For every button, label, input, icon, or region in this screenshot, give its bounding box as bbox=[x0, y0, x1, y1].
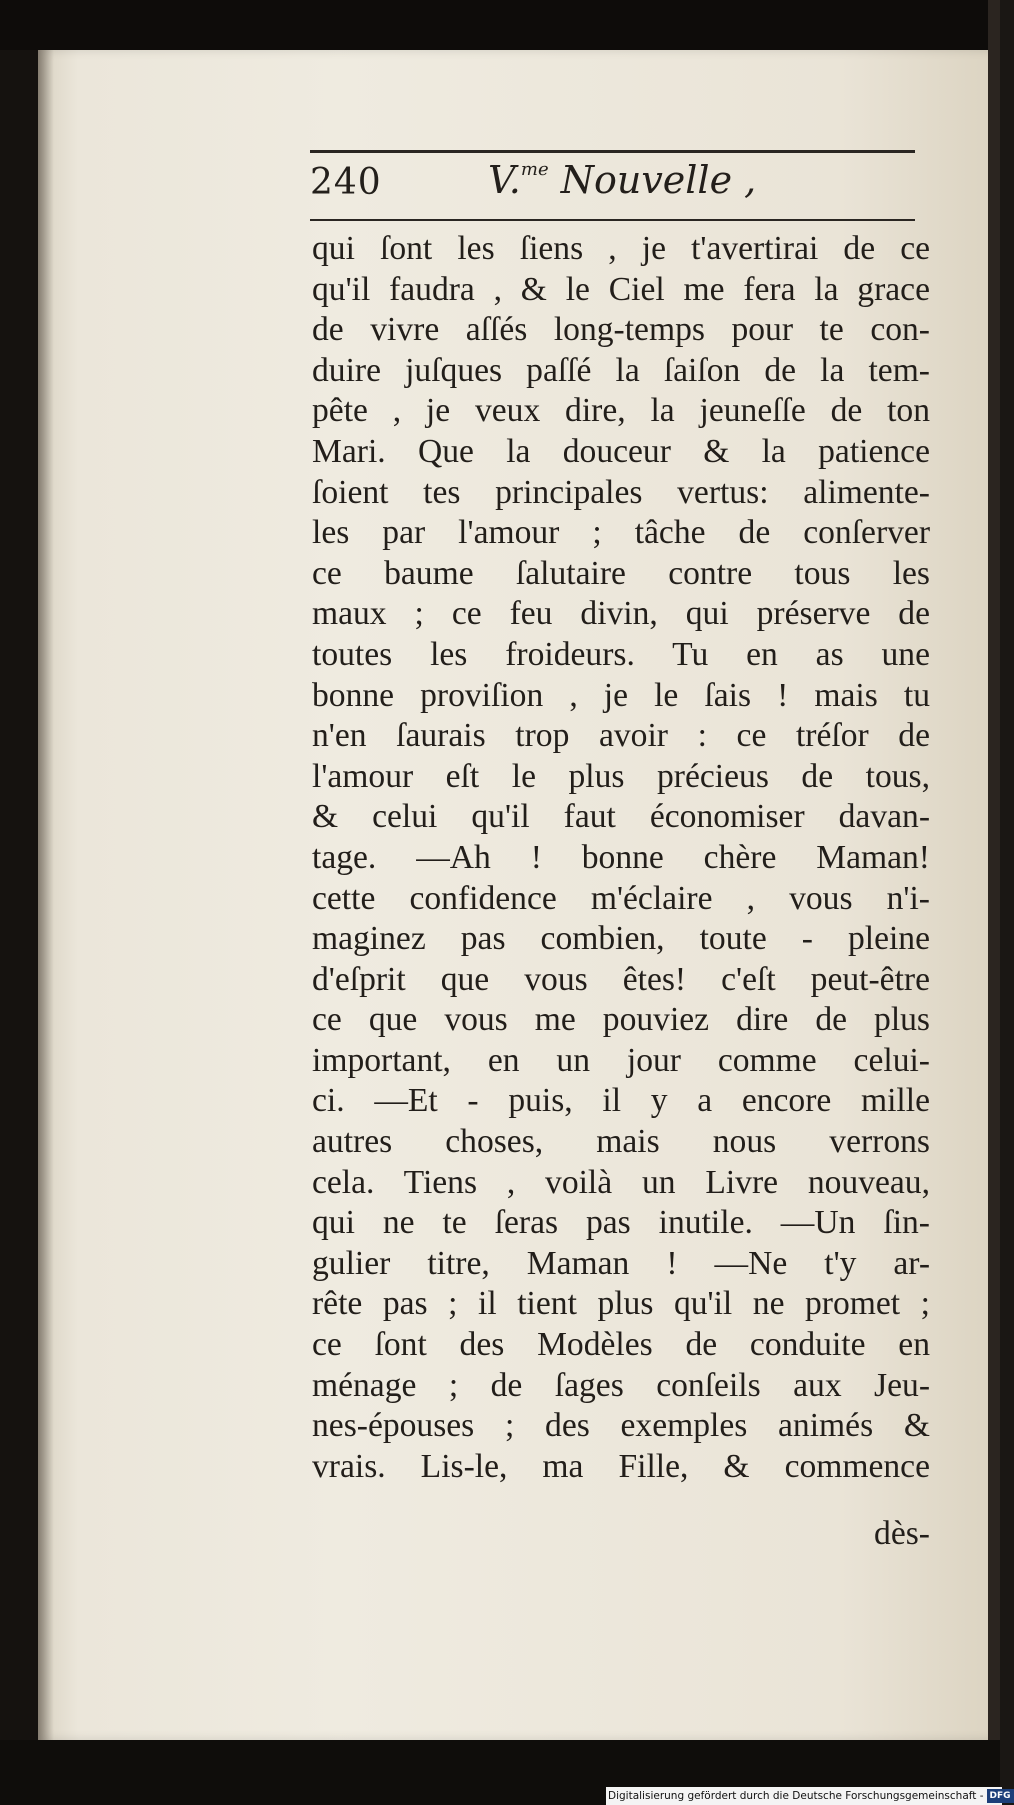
text-line: gulier titre, Maman ! —Ne t'y ar- bbox=[312, 1244, 930, 1282]
running-head-superscript: me bbox=[520, 159, 549, 180]
text-line: n'en ſaurais trop avoir : ce tréſor de bbox=[312, 717, 930, 755]
text-line: qui ne te ſeras pas inutile. —Un ſin- bbox=[312, 1204, 930, 1242]
text-line: rête pas ; il tient plus qu'il ne promet ; bbox=[312, 1285, 930, 1323]
text-line: qui ſont les ſiens , je t'avertirai de ce bbox=[312, 230, 930, 267]
credit-text: Digitalisierung gefördert durch die Deutsche Forschungsgemeinschaft - bbox=[608, 1790, 984, 1802]
text-line: important, en un jour comme celui- bbox=[312, 1041, 930, 1079]
text-line: cette confidence m'éclaire , vous n'i- bbox=[312, 879, 930, 917]
catchword: dès- bbox=[874, 1515, 930, 1552]
text-line: tage. —Ah ! bonne chère Maman! bbox=[312, 838, 930, 876]
text-line: bonne proviſion , je le ſais ! mais tu bbox=[312, 676, 930, 714]
page-number: 240 bbox=[310, 162, 382, 203]
text-line: d'eſprit que vous êtes! c'eſt peut-être bbox=[312, 960, 930, 998]
scan-right-border bbox=[988, 0, 1000, 1805]
text-line: nes-épouses ; des exemples animés & bbox=[312, 1407, 930, 1445]
page-header bbox=[310, 158, 915, 214]
running-head-roman: V. bbox=[488, 158, 521, 202]
page-gutter-shadow bbox=[38, 50, 54, 1740]
text-line: ménage ; de ſages conſeils aux Jeu- bbox=[312, 1366, 930, 1404]
text-line: les par l'amour ; tâche de conſerver bbox=[312, 514, 930, 552]
text-line: toutes les froideurs. Tu en as une bbox=[312, 635, 930, 673]
text-line: ce ſont des Modèles de conduite en bbox=[312, 1326, 930, 1364]
text-line: ce que vous me pouviez dire de plus bbox=[312, 1001, 930, 1039]
text-line: duire juſques paſſé la ſaiſon de la tem- bbox=[312, 351, 930, 389]
text-line: & celui qu'il faut économiser davan- bbox=[312, 798, 930, 836]
text-line: pête , je veux dire, la jeuneſſe de ton bbox=[312, 392, 930, 430]
digitization-credit bbox=[606, 1787, 1011, 1805]
text-line: cela. Tiens , voilà un Livre nouveau, bbox=[312, 1163, 930, 1201]
header-rule-top bbox=[310, 150, 915, 153]
scan-top-border bbox=[0, 0, 1000, 50]
running-head-title: Nouvelle , bbox=[560, 158, 757, 202]
text-line: l'amour eſt le plus précieus de tous, bbox=[312, 757, 930, 795]
header-rule-bottom bbox=[310, 219, 915, 221]
text-line: ce baume ſalutaire contre tous les bbox=[312, 554, 930, 592]
text-line: ci. —Et - puis, il y a encore mille bbox=[312, 1082, 930, 1120]
text-line: qu'il faudra , & le Ciel me fera la grace bbox=[312, 270, 930, 308]
text-line: ſoient tes principales vertus: alimente- bbox=[312, 473, 930, 511]
text-line: vrais. Lis-le, ma Fille, & commence bbox=[312, 1447, 930, 1485]
body-text bbox=[312, 229, 930, 1487]
text-line: autres choses, mais nous verrons bbox=[312, 1123, 930, 1161]
running-head bbox=[488, 158, 756, 202]
text-line: maux ; ce feu divin, qui préserve de bbox=[312, 595, 930, 633]
text-line: Mari. Que la douceur & la patience bbox=[312, 432, 930, 470]
text-line: maginez pas combien, toute - pleine bbox=[312, 920, 930, 958]
text-line: de vivre aſſés long-temps pour te con- bbox=[312, 311, 930, 349]
dfg-logo: DFG bbox=[987, 1789, 1014, 1803]
